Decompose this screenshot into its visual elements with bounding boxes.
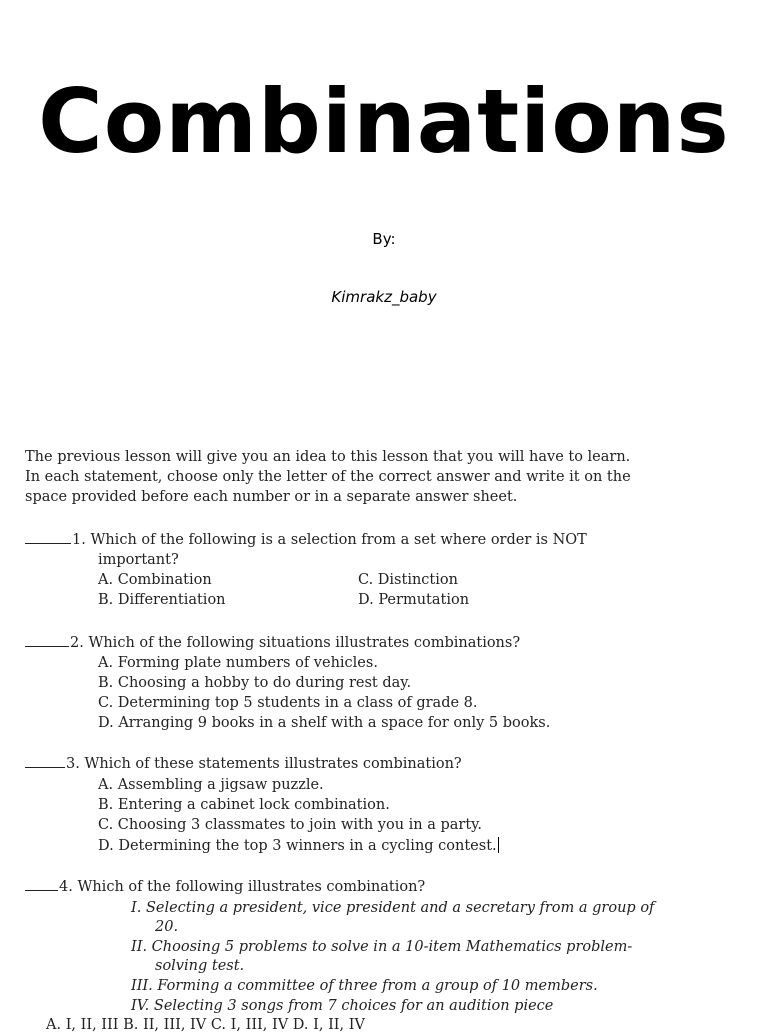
intro-line: In each statement, choose only the letter of the correct answer and write it on the bbox=[25, 469, 631, 485]
question-text: 4. Which of the following illustrates combination? bbox=[59, 879, 426, 895]
item-ii: II. Choosing 5 problems to solve in a 10-item Mathematics problem- bbox=[131, 939, 633, 955]
option-a: A. Forming plate numbers of vehicles. bbox=[98, 655, 378, 671]
page-title: Combinations bbox=[38, 70, 730, 173]
intro-line: The previous lesson will give you an idea to this lesson that you will have to learn. bbox=[25, 449, 631, 465]
option-b: B. Choosing a hobby to do during rest day. bbox=[98, 675, 412, 691]
option-c: C. Determining top 5 students in a class of grade 8. bbox=[98, 695, 478, 711]
option-a: A. Combination bbox=[98, 572, 212, 588]
option-a: A. Assembling a jigsaw puzzle. bbox=[98, 777, 324, 793]
option-c: C. Choosing 3 classmates to join with you in a party. bbox=[98, 817, 483, 833]
question-1 bbox=[25, 532, 587, 548]
answer-choices: A. I, II, III B. II, III, IV C. I, III, IV D. I, II, IV bbox=[46, 1017, 365, 1033]
question-2 bbox=[25, 635, 520, 651]
item-i: I. Selecting a president, vice president and a secretary from a group of bbox=[131, 900, 655, 916]
question-text: 1. Which of the following is a selection from a set where order is NOT bbox=[72, 532, 587, 548]
question-4 bbox=[25, 879, 425, 895]
intro-line: space provided before each number or in a separate answer sheet. bbox=[25, 489, 518, 505]
option-c: C. Distinction bbox=[358, 572, 458, 588]
option-b: B. Differentiation bbox=[98, 592, 226, 608]
by-label: By: bbox=[372, 230, 396, 248]
item-iv: IV. Selecting 3 songs from 7 choices for an audition piece bbox=[131, 998, 554, 1014]
option-d: D. Permutation bbox=[358, 592, 470, 608]
answer-blank[interactable] bbox=[25, 766, 65, 768]
item-ii-cont: solving test. bbox=[155, 958, 245, 974]
option-d: D. Arranging 9 books in a shelf with a space for only 5 books. bbox=[98, 715, 551, 731]
question-text: 2. Which of the following situations illustrates combinations? bbox=[70, 635, 521, 651]
answer-blank[interactable] bbox=[25, 645, 69, 647]
answer-blank[interactable] bbox=[25, 889, 58, 891]
question-text: 3. Which of these statements illustrates combination? bbox=[66, 756, 462, 772]
option-b: B. Entering a cabinet lock combination. bbox=[98, 797, 390, 813]
option-d-row bbox=[98, 837, 499, 854]
text-cursor bbox=[498, 837, 499, 853]
item-i-cont: 20. bbox=[155, 919, 179, 935]
question-3 bbox=[25, 756, 462, 772]
author-name: Kimrakz_baby bbox=[331, 288, 437, 306]
option-d: D. Determining the top 3 winners in a cycling contest. bbox=[98, 838, 497, 854]
item-iii: III. Forming a committee of three from a group of 10 members. bbox=[131, 978, 598, 994]
question-text: important? bbox=[98, 552, 179, 568]
answer-blank[interactable] bbox=[25, 542, 71, 544]
